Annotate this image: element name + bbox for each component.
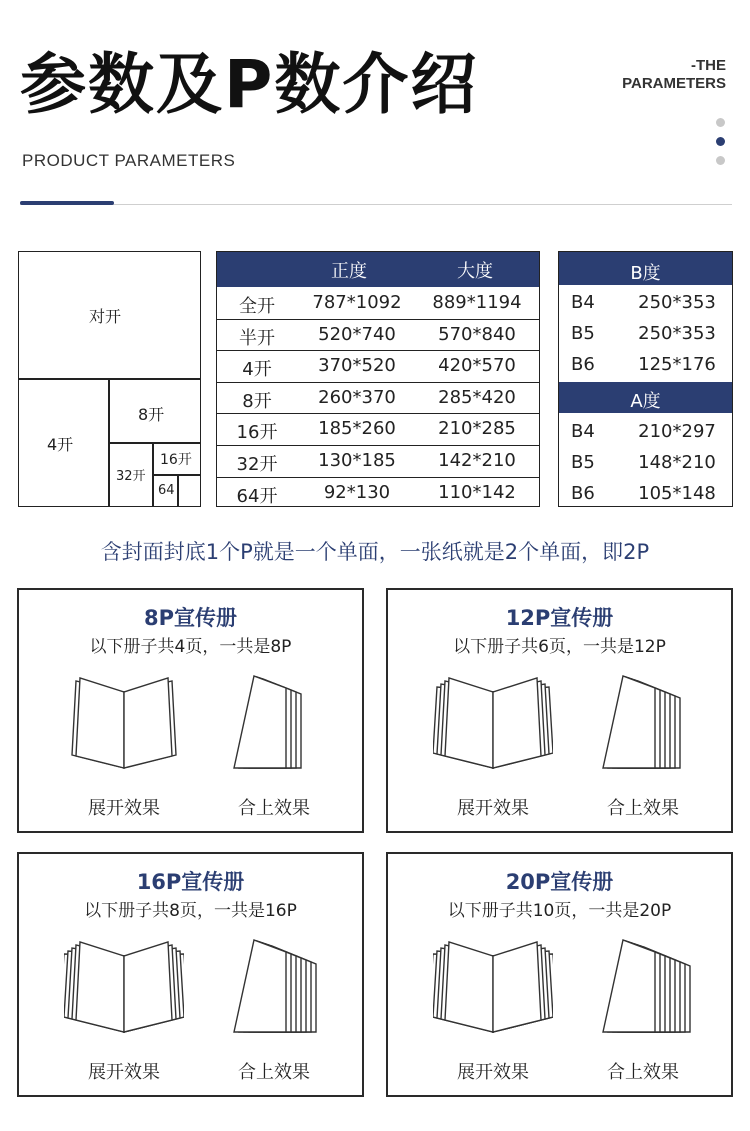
page-title: 参数及P数介绍 bbox=[20, 46, 479, 123]
size-row-value: 370*520 bbox=[318, 355, 396, 377]
size-row-value: 889*1194 bbox=[432, 292, 522, 313]
ab-row-label: B6 bbox=[571, 354, 595, 375]
header-dadu: 大度 bbox=[457, 261, 493, 282]
closed-book-icon bbox=[224, 670, 344, 780]
closed-label: 合上效果 bbox=[238, 798, 310, 819]
ab-row-label: B6 bbox=[571, 483, 595, 504]
fold-diagram bbox=[18, 251, 201, 507]
ab-row-label: B4 bbox=[571, 292, 595, 313]
size-table bbox=[216, 251, 540, 507]
size-row-label: 32开 bbox=[236, 454, 278, 475]
row-divider bbox=[217, 413, 539, 414]
size-row-value: 185*260 bbox=[318, 418, 396, 440]
size-row-label: 8开 bbox=[242, 390, 272, 412]
corner-heading bbox=[622, 57, 726, 93]
size-row-value: 570*840 bbox=[438, 323, 516, 345]
fold-label-64: 64 bbox=[158, 483, 175, 498]
divider bbox=[20, 204, 732, 205]
page-subtitle: PRODUCT PARAMETERS bbox=[22, 151, 236, 170]
open-label: 展开效果 bbox=[457, 1062, 529, 1083]
fold-label-32: 32开 bbox=[116, 469, 146, 484]
header-zhengdu: 正度 bbox=[331, 261, 367, 282]
brochure-card bbox=[386, 588, 733, 833]
brochure-title: 16P宣传册 bbox=[136, 870, 245, 894]
size-row-value: 210*285 bbox=[438, 418, 516, 440]
fold-label-8: 8开 bbox=[138, 405, 165, 424]
size-row-label: 4开 bbox=[242, 359, 272, 381]
brochure-desc: 以下册子共8页，一共是16P bbox=[84, 901, 297, 921]
b-header: B度 bbox=[559, 252, 732, 285]
size-row-value: 520*740 bbox=[318, 323, 396, 345]
open-book-icon bbox=[64, 934, 184, 1044]
size-row-value: 142*210 bbox=[438, 450, 516, 471]
p-note: 含封面封底1个P就是一个单面，一张纸就是2个单面，即2P bbox=[100, 540, 650, 564]
brochure-title: 20P宣传册 bbox=[505, 870, 614, 894]
ab-row-value: 250*353 bbox=[638, 292, 716, 313]
fold-label-4: 4开 bbox=[47, 435, 74, 454]
open-book-icon bbox=[64, 670, 184, 780]
a-header: A度 bbox=[559, 382, 732, 413]
brochure-card bbox=[17, 588, 364, 833]
ab-row-label: B5 bbox=[571, 323, 595, 344]
closed-label: 合上效果 bbox=[607, 798, 679, 819]
closed-book-icon bbox=[224, 934, 344, 1044]
row-divider bbox=[217, 382, 539, 383]
closed-label: 合上效果 bbox=[607, 1062, 679, 1083]
size-row-value: 130*185 bbox=[318, 450, 396, 471]
size-row-value: 787*1092 bbox=[312, 292, 402, 313]
row-divider bbox=[217, 319, 539, 320]
open-book-icon bbox=[433, 670, 553, 780]
open-label: 展开效果 bbox=[88, 1062, 160, 1083]
row-divider bbox=[217, 477, 539, 478]
size-table-header bbox=[217, 252, 539, 287]
divider-accent bbox=[20, 201, 114, 205]
size-row-label: 全开 bbox=[239, 296, 275, 317]
size-row-label: 64开 bbox=[236, 485, 278, 507]
ab-row-label: B4 bbox=[571, 421, 595, 442]
brochure-desc: 以下册子共6页，一共是12P bbox=[453, 637, 666, 657]
brochure-card bbox=[386, 852, 733, 1097]
fold-label-half: 对开 bbox=[89, 307, 122, 326]
ab-row-label: B5 bbox=[571, 452, 595, 473]
brochure-title: 8P宣传册 bbox=[143, 606, 237, 630]
size-row-label: 16开 bbox=[236, 422, 278, 444]
closed-book-icon bbox=[593, 934, 713, 1044]
brochure-title: 12P宣传册 bbox=[505, 606, 614, 630]
size-row-value: 92*130 bbox=[323, 481, 391, 503]
open-label: 展开效果 bbox=[88, 798, 160, 819]
brochure-desc: 以下册子共10页，一共是20P bbox=[447, 901, 672, 921]
ab-row-value: 210*297 bbox=[638, 421, 716, 442]
size-row-value: 110*142 bbox=[438, 481, 516, 503]
open-book-icon bbox=[433, 934, 553, 1044]
ab-row-value: 148*210 bbox=[638, 452, 716, 473]
closed-label: 合上效果 bbox=[238, 1062, 310, 1083]
size-row-value: 285*420 bbox=[438, 386, 516, 408]
pager-dot-active bbox=[716, 137, 725, 146]
size-row-value: 260*370 bbox=[318, 386, 396, 408]
brochure-desc: 以下册子共4页，一共是8P bbox=[89, 637, 292, 657]
row-divider bbox=[217, 350, 539, 351]
corner-line-1: -THE bbox=[691, 57, 726, 74]
row-divider bbox=[217, 445, 539, 446]
ab-row-value: 250*353 bbox=[638, 323, 716, 344]
pager-dot bbox=[716, 118, 725, 127]
ab-row-value: 125*176 bbox=[638, 354, 716, 375]
brochure-card bbox=[17, 852, 364, 1097]
ab-row-value: 105*148 bbox=[638, 483, 716, 504]
pager-dot bbox=[716, 156, 725, 165]
closed-book-icon bbox=[593, 670, 713, 780]
ab-table bbox=[558, 251, 733, 507]
size-row-label: 半开 bbox=[239, 327, 275, 349]
size-row-value: 420*570 bbox=[438, 355, 516, 377]
fold-label-16: 16开 bbox=[160, 452, 192, 468]
open-label: 展开效果 bbox=[457, 798, 529, 819]
corner-line-2: PARAMETERS bbox=[622, 75, 726, 92]
